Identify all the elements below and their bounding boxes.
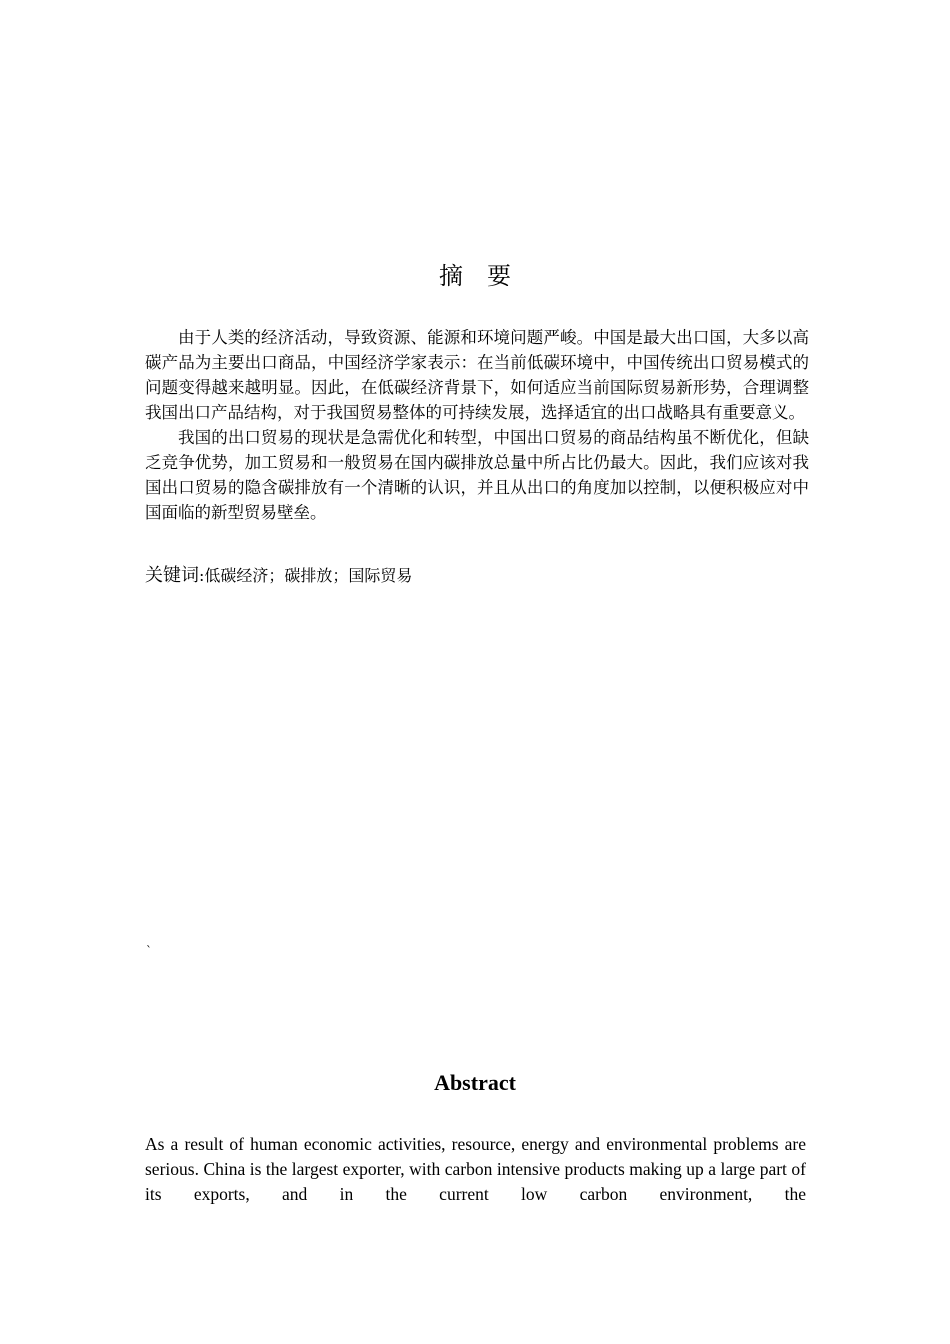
keywords-separator: : — [199, 566, 205, 585]
keywords-label: 关键词 — [145, 565, 199, 586]
chinese-abstract-paragraph-2: 我国的出口贸易的现状是急需优化和转型，中国出口贸易的商品结构虽不断优化，但缺乏竞争优势，加工贸易和一般贸易在国内碳排放总量中所占比仍最大。因此，我们应该对我国出口贸易的隐含碳排放有一个清晰的认识，并且从出口的角度加以控制，以便积极应对中国面临的新型贸易壁垒。 — [145, 428, 809, 522]
chinese-keywords — [145, 563, 809, 589]
chinese-abstract-body — [145, 325, 809, 525]
english-abstract-body — [145, 1132, 806, 1207]
english-abstract-paragraph: As a result of human economic activities, resource, energy and environmental problems are serious. China is the largest exporter, with carbon intensive products making up a large part of its exports, and in the current low carbon environment, the — [145, 1134, 806, 1204]
keywords-text: 低碳经济；碳排放；国际贸易 — [204, 566, 413, 585]
chinese-abstract-paragraph-1: 由于人类的经济活动，导致资源、能源和环境问题严峻。中国是最大出口国，大多以高碳产品为主要出口商品，中国经济学家表示：在当前低碳环境中，中国传统出口贸易模式的问题变得越来越明显。因此，在低碳经济背景下，如何适应当前国际贸易新形势，合理调整我国出口产品结构，对于我国贸易整体的可持续发展，选择适宜的出口战略具有重要意义。 — [145, 328, 809, 422]
stray-backtick-mark: ` — [146, 944, 152, 958]
chinese-abstract-title: 摘要 — [439, 262, 535, 290]
english-abstract-title: Abstract — [434, 1070, 516, 1095]
